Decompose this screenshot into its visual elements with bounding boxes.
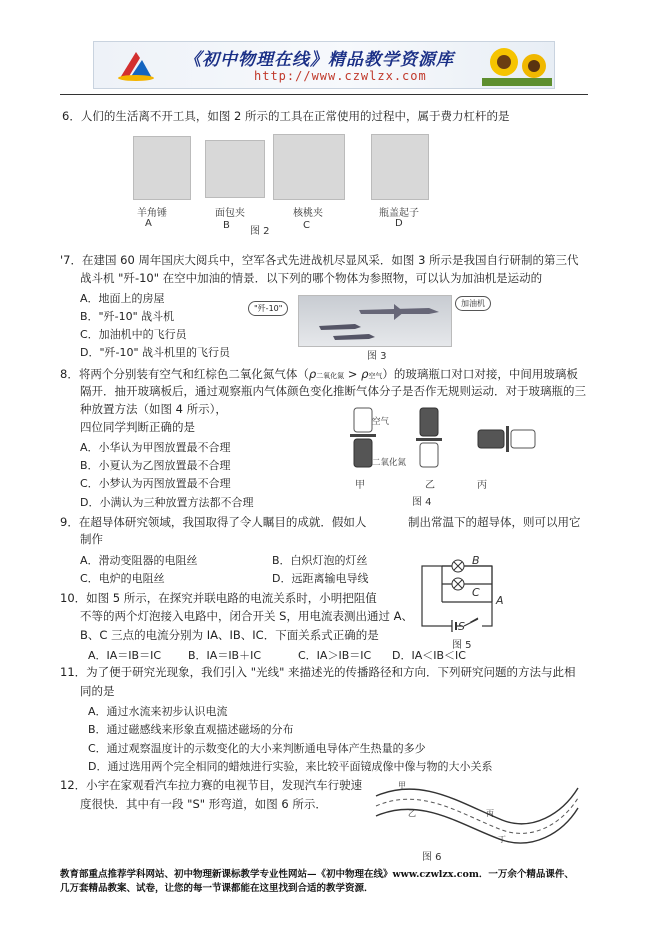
q10-option-c: C．IA＞IB＝IC: [298, 649, 372, 662]
circuit-label-a: A: [496, 594, 504, 607]
no2-label: 二氧化氮: [372, 458, 407, 468]
q10-option-d: D．IA＜IB＜IC: [392, 649, 466, 662]
track-label-jia: 甲: [398, 781, 406, 790]
footer-line2: 几万套精品教案、试卷，让您的每一节课都能在这里找到合适的教学资源．: [60, 883, 374, 894]
label-yi: 乙: [425, 480, 435, 491]
tool-name-c: 核桃夹: [293, 208, 323, 219]
tanker-callout: 加油机: [455, 296, 491, 311]
tool-letter-b: B: [223, 220, 230, 231]
rho-symbol-1: ρ: [308, 367, 317, 381]
track-label-bing: 丙: [486, 809, 494, 818]
q10-stem-line2: 不等的两个灯泡接入电路中，闭合开关 S，用电流表测出通过 A、: [80, 609, 413, 623]
air-label: 空气: [372, 417, 390, 427]
aircraft-icon: [299, 296, 451, 346]
q11-option-d: D．通过选用两个完全相同的蜡烛进行实验，来比较平面镜成像中像与物的大小关系: [88, 760, 493, 773]
q6-stem: 6．人们的生活离不开工具，如图 2 所示的工具在正常使用的过程中，属于费力杠杆的是: [62, 109, 510, 123]
label-bing: 丙: [477, 480, 487, 491]
q8-stem-part1: 8．将两个分别装有空气和红棕色二氧化氮气体（: [60, 367, 309, 381]
q8-option-d: D．小满认为三种放置方法都不合理: [80, 496, 254, 509]
q11-option-c: C．通过观察温度计的示数变化的大小来判断通电导体产生热量的多少: [88, 742, 426, 755]
q10-stem-line1: 10．如图 5 所示，在探究并联电路的电流关系时，小明把阻值: [60, 591, 377, 605]
tool-letter-a: A: [145, 218, 152, 229]
circuit-label-b: B: [472, 554, 480, 567]
rho-symbol-2: ρ: [361, 367, 369, 381]
header-rule: [60, 94, 588, 95]
q11-option-b: B．通过磁感线来形象直观描述磁场的分布: [88, 723, 294, 736]
nutcracker-photo: [273, 134, 345, 200]
rho-subscript-2: 空气: [368, 372, 383, 380]
track-label-ding: 丁: [498, 835, 506, 844]
q8-stem-line2: 隔开．抽开玻璃板后，通过观察瓶内气体颜色变化推断气体分子是否作无规则运动．对于玻璃瓶的三: [80, 384, 586, 398]
circuit-label-s: S: [458, 620, 465, 633]
rho-subscript-1: 二氧化氮: [316, 372, 345, 380]
gas-bottles-diagram: [340, 406, 540, 484]
q8-stem-part2: ）的玻璃瓶口对口对接，中间用玻璃板: [382, 367, 578, 381]
tool-letter-c: C: [303, 220, 310, 231]
q8-stem-line1: [60, 366, 578, 384]
refueling-aircraft-photo: [298, 295, 452, 347]
q7-stem-line2: 战斗机 "歼-10" 在空中加油的情景．以下列的哪个物体为参照物，可以认为加油机是运动的: [80, 271, 543, 285]
q11-option-a: A．通过水流来初步认识电流: [88, 705, 228, 718]
hammer-photo: [133, 136, 191, 200]
q12-stem-line2: 度很快．其中有一段 "S" 形弯道，如图 6 所示．: [80, 797, 327, 811]
j10-callout: "歼-10": [248, 301, 288, 316]
q9-option-c: C．电炉的电阻丝: [80, 572, 165, 585]
footer-line1: 教育部重点推荐学科网站、初中物理新课标教学专业性网站—《初中物理在线》www.czwlzx.com．一万余个精品课件、: [60, 869, 574, 880]
q9-option-d: D．远距离输电导线: [272, 572, 369, 585]
figure-5-caption: 图 5: [452, 640, 472, 651]
label-jia: 甲: [355, 480, 365, 491]
sunflower-icon: [482, 44, 552, 86]
q7-stem-line1: '7．在建国 60 周年国庆大阅兵中，空军各式先进战机尽显风采．如图 3 所示是我国自行研制的第三代: [60, 253, 579, 267]
header-banner: [93, 41, 555, 89]
tool-name-a: 羊角锤: [137, 208, 167, 219]
banner-title: 《初中物理在线》精品教学资源库: [184, 50, 454, 70]
tool-name-d: 瓶盖起子: [379, 208, 419, 219]
q9-stem-line2: 制作: [80, 532, 103, 546]
q12-stem-line1: 12．小宇在家观看汽车拉力赛的电视节目，发现汽车行驶速: [60, 778, 363, 792]
tool-name-b: 面包夹: [215, 208, 245, 219]
q8-stem-line4: 四位同学判断正确的是: [80, 420, 195, 434]
site-logo-icon: [116, 48, 156, 82]
track-label-yi: 乙: [408, 809, 416, 818]
q9-stem-part2: 制出常温下的超导体，则可以用它: [408, 515, 581, 529]
figure-4-caption: 图 4: [412, 497, 432, 508]
figure-3-caption: 图 3: [367, 351, 387, 362]
q10-option-a: A．IA＝IB＝IC: [88, 649, 162, 662]
banner-url: http://www.czwlzx.com: [254, 69, 427, 83]
circuit-label-c: C: [472, 586, 480, 599]
q9-option-a: A．滑动变阻器的电阻丝: [80, 554, 198, 567]
bottle-opener-photo: [371, 134, 429, 200]
q8-option-a: A．小华认为甲图放置最不合理: [80, 441, 231, 454]
tool-letter-d: D: [395, 218, 403, 229]
figure-6-caption: 图 6: [422, 852, 442, 863]
greater-than: >: [344, 367, 362, 381]
q10-stem-line3: B、C 三点的电流分别为 IA、IB、IC．下面关系式正确的是: [80, 628, 379, 642]
q7-option-b: B．"歼-10" 战斗机: [80, 310, 175, 323]
q11-stem-line1: 11．为了便于研究光现象，我们引入 "光线" 来描述光的传播路径和方向．下列研究问题的方法与此相: [60, 665, 576, 679]
q8-option-b: B．小夏认为乙图放置最不合理: [80, 459, 231, 472]
q11-stem-line2: 同的是: [80, 684, 115, 698]
q10-option-b: B．IA＝IB＋IC: [188, 649, 262, 662]
q6-figure: [115, 132, 460, 237]
q9-option-b: B．白炽灯泡的灯丝: [272, 554, 368, 567]
figure-2-caption: 图 2: [250, 226, 270, 237]
q8-stem-line3: 种放置方法（如图 4 所示），: [80, 402, 227, 416]
q9-stem-part1: 9．在超导体研究领域，我国取得了令人瞩目的成就．假如人: [60, 515, 367, 529]
q8-option-c: C．小梦认为丙图放置最不合理: [80, 477, 231, 490]
q7-option-a: A．地面上的房屋: [80, 292, 165, 305]
bread-tongs-photo: [205, 140, 265, 198]
q7-option-d: D．"歼-10" 战斗机里的飞行员: [80, 346, 231, 359]
q7-option-c: C．加油机中的飞行员: [80, 328, 187, 341]
